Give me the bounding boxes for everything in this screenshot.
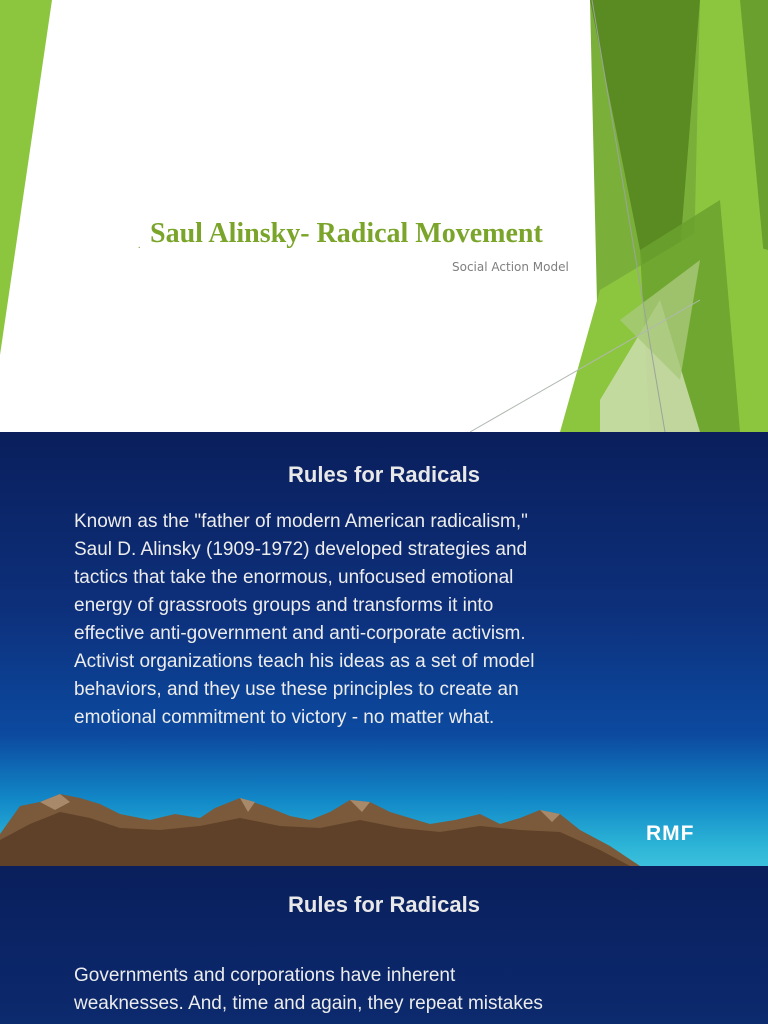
body-line: energy of grassroots groups and transforms it into: [74, 595, 494, 616]
body-line: Known as the "father of modern American radicalism,": [74, 511, 528, 532]
slide-subtitle: Social Action Model: [452, 260, 569, 274]
slide-body: [74, 508, 734, 732]
body-line: effective anti-government and anti-corporate activism.: [74, 623, 526, 644]
rmf-logo: RMF: [646, 822, 695, 845]
slide-heading: Rules for Radicals: [288, 892, 480, 917]
body-line: weaknesses. And, time and again, they repeat mistakes: [74, 993, 543, 1014]
slide-body: [74, 962, 734, 1018]
body-line: Saul D. Alinsky (1909-1972) developed strategies and: [74, 539, 528, 560]
slide-title: Saul Alinsky- Radical Movement: [150, 218, 543, 249]
slide-heading: Rules for Radicals: [288, 462, 480, 487]
body-line: behaviors, and they use these principles to create an: [74, 679, 519, 700]
body-line: Activist organizations teach his ideas as a set of model: [74, 651, 535, 672]
rules-slide-2: [0, 866, 768, 1024]
rules-slide-1: [0, 432, 768, 866]
body-line: emotional commitment to victory - no matter what.: [74, 707, 495, 728]
body-line: tactics that take the enormous, unfocused emotional: [74, 567, 514, 588]
body-line: Governments and corporations have inherent: [74, 965, 456, 986]
green-decoration: [0, 0, 768, 432]
title-slide: [0, 0, 768, 432]
title-bullet: .: [138, 240, 141, 251]
